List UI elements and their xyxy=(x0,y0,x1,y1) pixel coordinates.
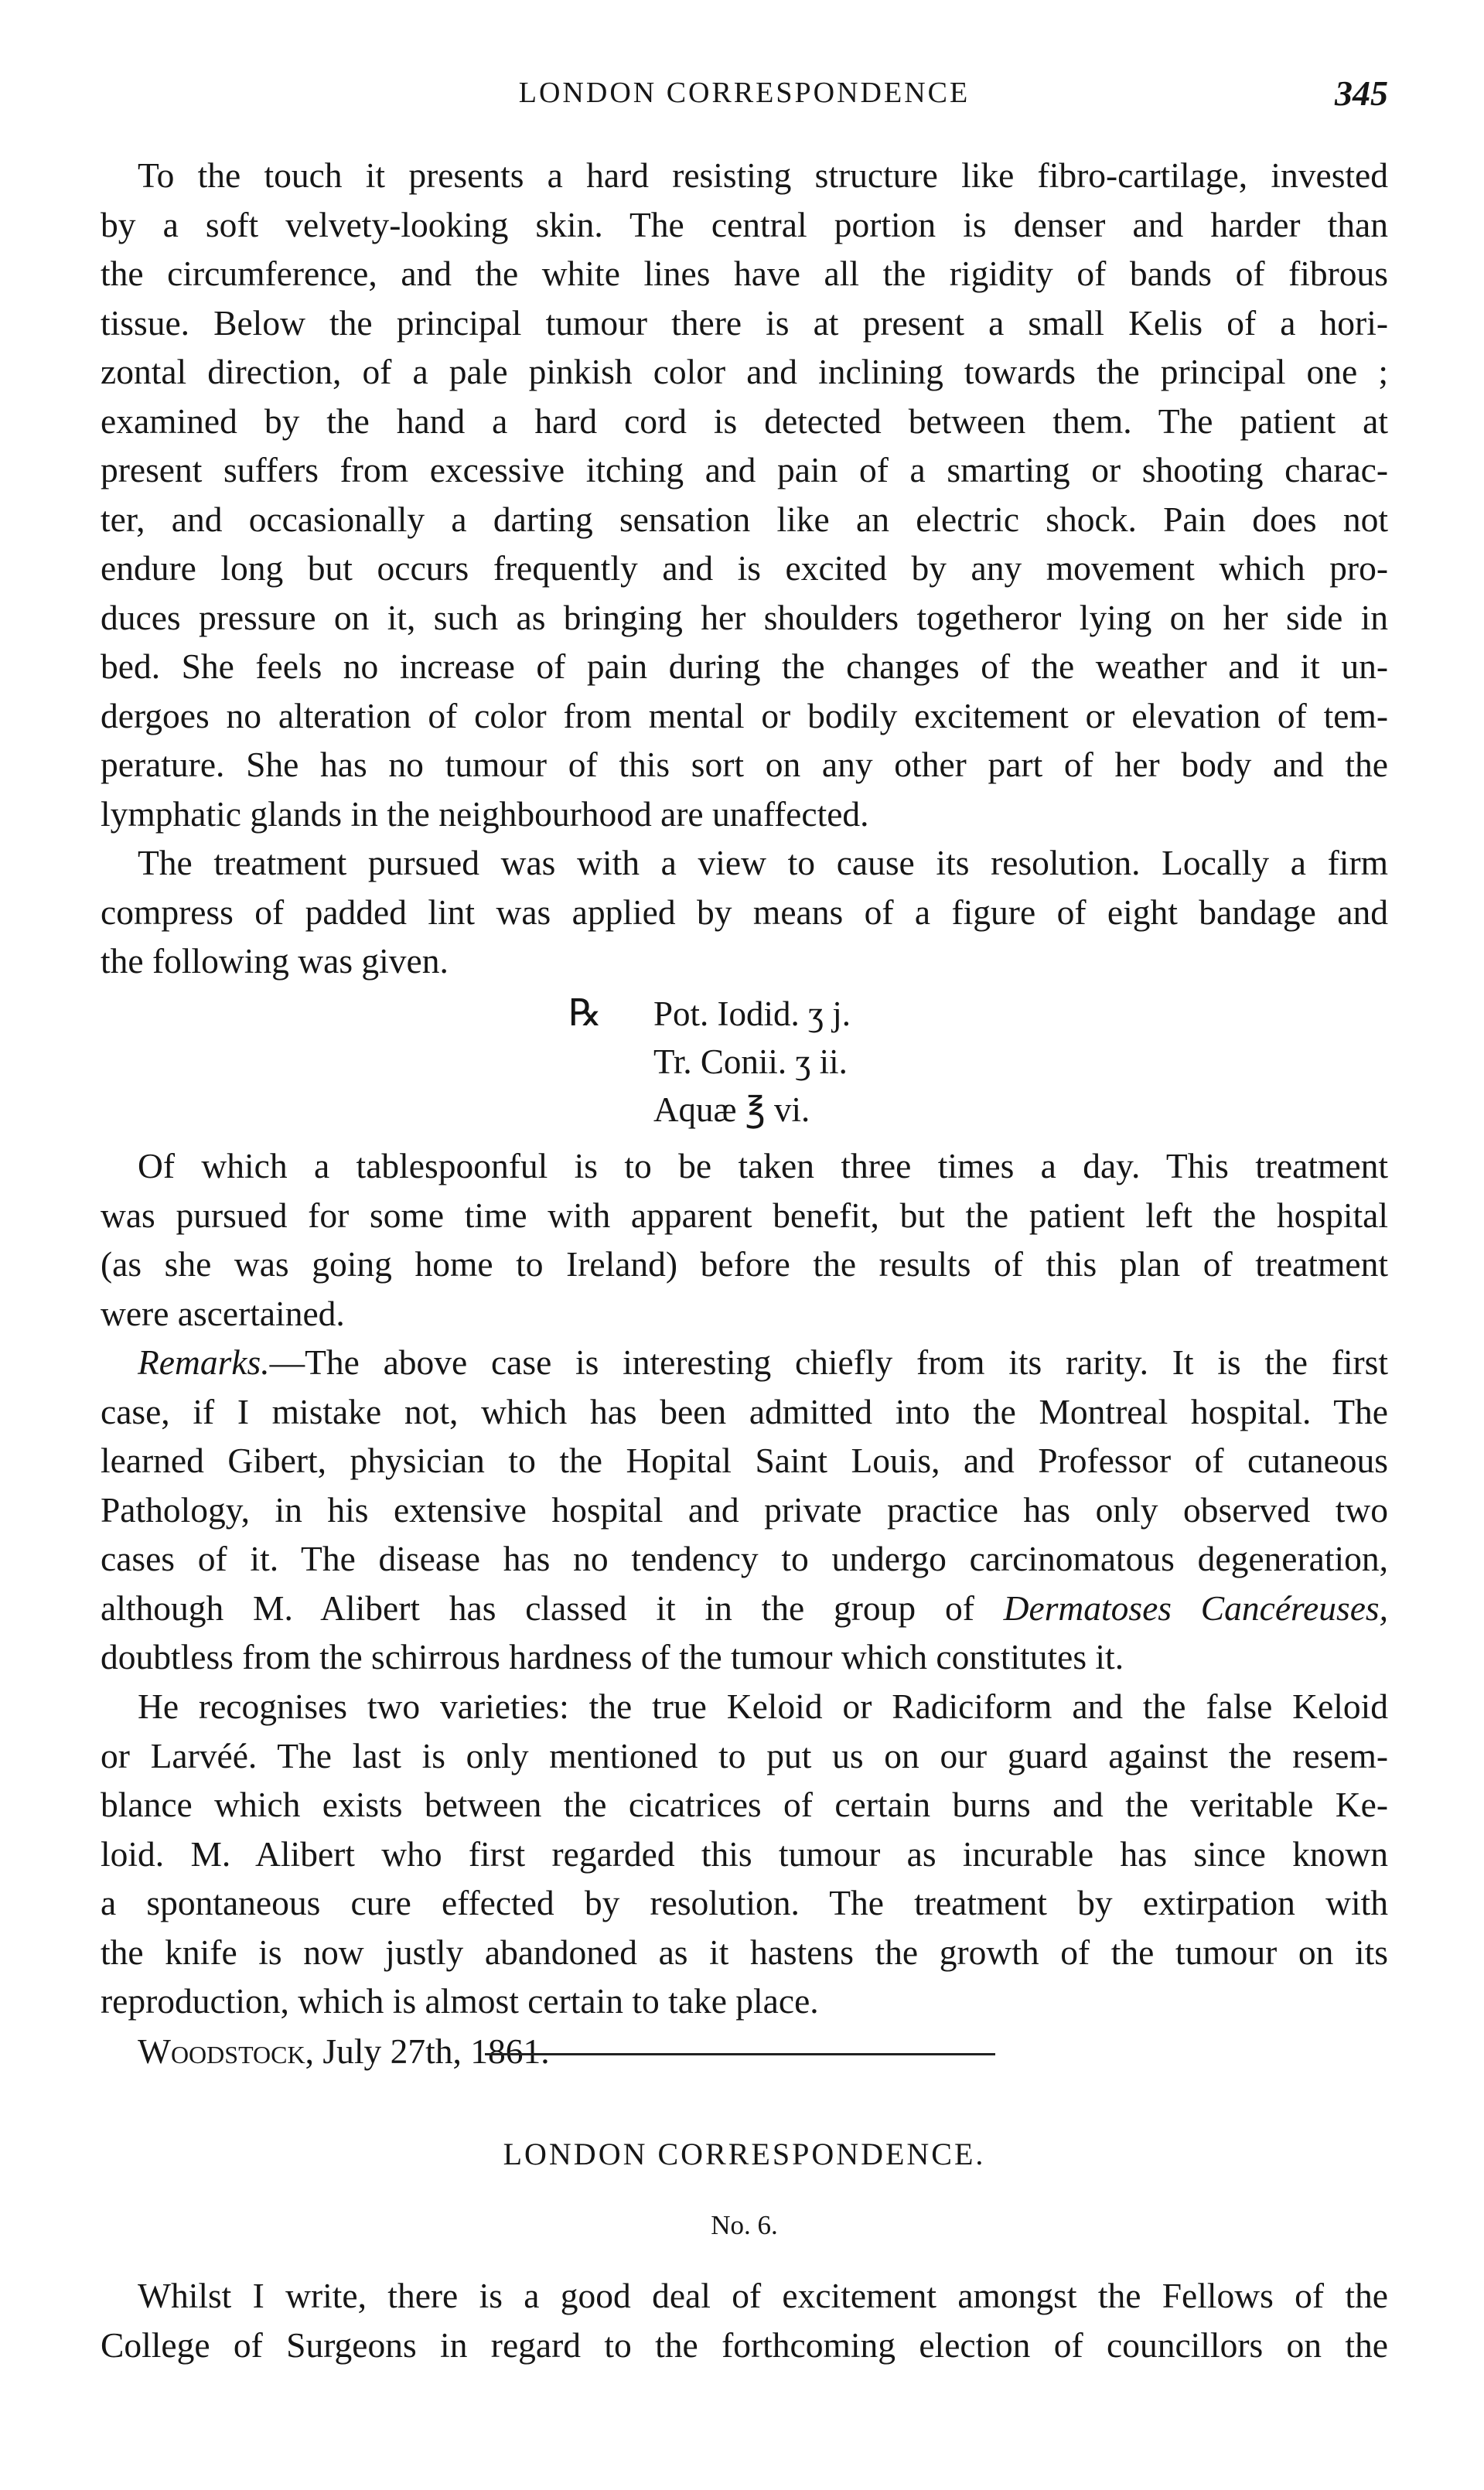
text-line: learned Gibert, physician to the Hopital Saint Louis, and Professor of cutaneous xyxy=(101,1441,1388,1480)
signoff-place: Woodstock, xyxy=(138,2031,314,2071)
prescription-line xyxy=(568,1086,851,1134)
paragraph-dosage xyxy=(101,1141,1388,1338)
dermatoses-term: Dermatoses Cancéreuses, xyxy=(1003,1588,1388,1628)
running-title: LONDON CORRESPONDENCE xyxy=(518,77,971,109)
text-line: the following was given. xyxy=(101,941,449,981)
text-line: examined by the hand a hard cord is detected between them. The patient at xyxy=(101,401,1388,441)
text-line: blance which exists between the cicatrices of certain burns and the veritable Ke- xyxy=(101,1785,1388,1824)
text-line: the circumference, and the white lines have all the rigidity of bands of fibrous xyxy=(101,254,1388,293)
text-line: a spontaneous cure effected by resolution. The treatment by extirpation with xyxy=(101,1883,1388,1922)
remarks-label: Remarks. xyxy=(138,1342,270,1382)
prescription xyxy=(568,990,851,1134)
text-line: ter, and occasionally a darting sensation like an electric shock. Pain does not xyxy=(101,499,1388,539)
paragraph-varieties xyxy=(101,1682,1388,2026)
prescription-line xyxy=(568,1038,851,1086)
text-line xyxy=(101,1584,1388,1633)
signoff-line xyxy=(101,2027,1388,2076)
page-number: 345 xyxy=(1335,73,1388,113)
text-line: doubtless from the schirrous hardness of the tumour which constitutes it. xyxy=(101,1637,1124,1676)
text-line: the knife is now justly abandoned as it hastens the growth of the tumour on its xyxy=(101,1932,1388,1972)
text-line: compress of padded lint was applied by means of a figure of eight bandage and xyxy=(101,892,1388,932)
text-line: reproduction, which is almost certain to take place. xyxy=(101,1981,819,2021)
paragraph-closing xyxy=(101,2271,1388,2369)
signoff-date: July 27th, 1861. xyxy=(313,2031,550,2071)
text-line: endure long but occurs frequently and is excited by any movement which pro- xyxy=(101,548,1388,588)
text-line: dergoes no alteration of color from mental or bodily excitement or elevation of tem- xyxy=(101,695,1388,735)
prescription-item: Tr. Conii. ʒ ii. xyxy=(653,1042,848,1081)
text-line: (as she was going home to Ireland) before the results of this plan of treatment xyxy=(101,1244,1388,1284)
text-line: zontal direction, of a pale pinkish color and inclining towards the principal one ; xyxy=(101,352,1388,391)
text-line: loid. M. Alibert who first regarded this tumour as incurable has since known xyxy=(101,1833,1388,1874)
text-line: duces pressure on it, such as bringing her shoulders togetheror lying on her side in xyxy=(101,597,1388,637)
section-number: No. 6. xyxy=(711,2210,778,2240)
paragraph-treatment xyxy=(101,838,1388,986)
text-line: case, if I mistake not, which has been admitted into the Montreal hospital. The xyxy=(101,1391,1388,1431)
signoff xyxy=(101,2027,1388,2076)
text-line: Of which a tablespoonful is to be taken three times a day. This treatment xyxy=(138,1146,1388,1185)
text-line: was pursued for some time with apparent benefit, but the patient left the hospital xyxy=(101,1195,1388,1235)
text-line: lymphatic glands in the neighbourhood are unaffected. xyxy=(101,793,869,834)
recipe-symbol: ℞ xyxy=(568,993,602,1034)
running-head xyxy=(101,73,1388,122)
text-line: perature. She has no tumour of this sort on any other part of her body and the xyxy=(101,745,1388,784)
text-line: The treatment pursued was with a view to cause its resolution. Locally a firm xyxy=(138,843,1388,882)
text-line xyxy=(101,1338,1388,1387)
text-line: were ascertained. xyxy=(101,1293,345,1333)
text-line: bed. She feels no increase of pain during the changes of the weather and it un- xyxy=(101,646,1388,686)
paragraph-remarks xyxy=(101,1338,1388,1682)
remarks-text: although M. Alibert has classed it in the group of xyxy=(101,1588,1004,1628)
section-divider xyxy=(485,2053,995,2055)
prescription-item: Pot. Iodid. ʒ j. xyxy=(653,994,851,1033)
section-title: LONDON CORRESPONDENCE. xyxy=(503,2137,986,2171)
prescription-item: Aquæ ℥ vi. xyxy=(653,1090,810,1129)
remarks-text: —The above case is interesting chiefly from its rarity. It is the first xyxy=(269,1342,1388,1382)
text-line: cases of it. The disease has no tendency to undergo carcinomatous degeneration, xyxy=(101,1539,1388,1578)
prescription-line xyxy=(568,990,851,1038)
text-line: To the touch it presents a hard resisting structure like fibro-cartilage, invested xyxy=(138,155,1388,195)
text-line: or Larvéé. The last is only mentioned to put us on our guard against the resem- xyxy=(101,1735,1388,1775)
text-line: College of Surgeons in regard to the forthcoming election of councillors on the xyxy=(101,2325,1388,2365)
text-line: Whilst I write, there is a good deal of excitement amongst the Fellows of the xyxy=(138,2276,1388,2315)
text-line: He recognises two varieties: the true Keloid or Radiciform and the false Keloid xyxy=(138,1687,1388,1726)
text-line: by a soft velvety-looking skin. The central portion is denser and harder than xyxy=(101,204,1388,244)
text-line: tissue. Below the principal tumour there is at present a small Kelis of a hori- xyxy=(101,302,1388,343)
paragraph-touch xyxy=(101,151,1388,838)
text-line: present suffers from excessive itching and pain of a smarting or shooting charac- xyxy=(101,450,1388,489)
text-line: Pathology, in his extensive hospital and private practice has only observed two xyxy=(101,1489,1388,1530)
